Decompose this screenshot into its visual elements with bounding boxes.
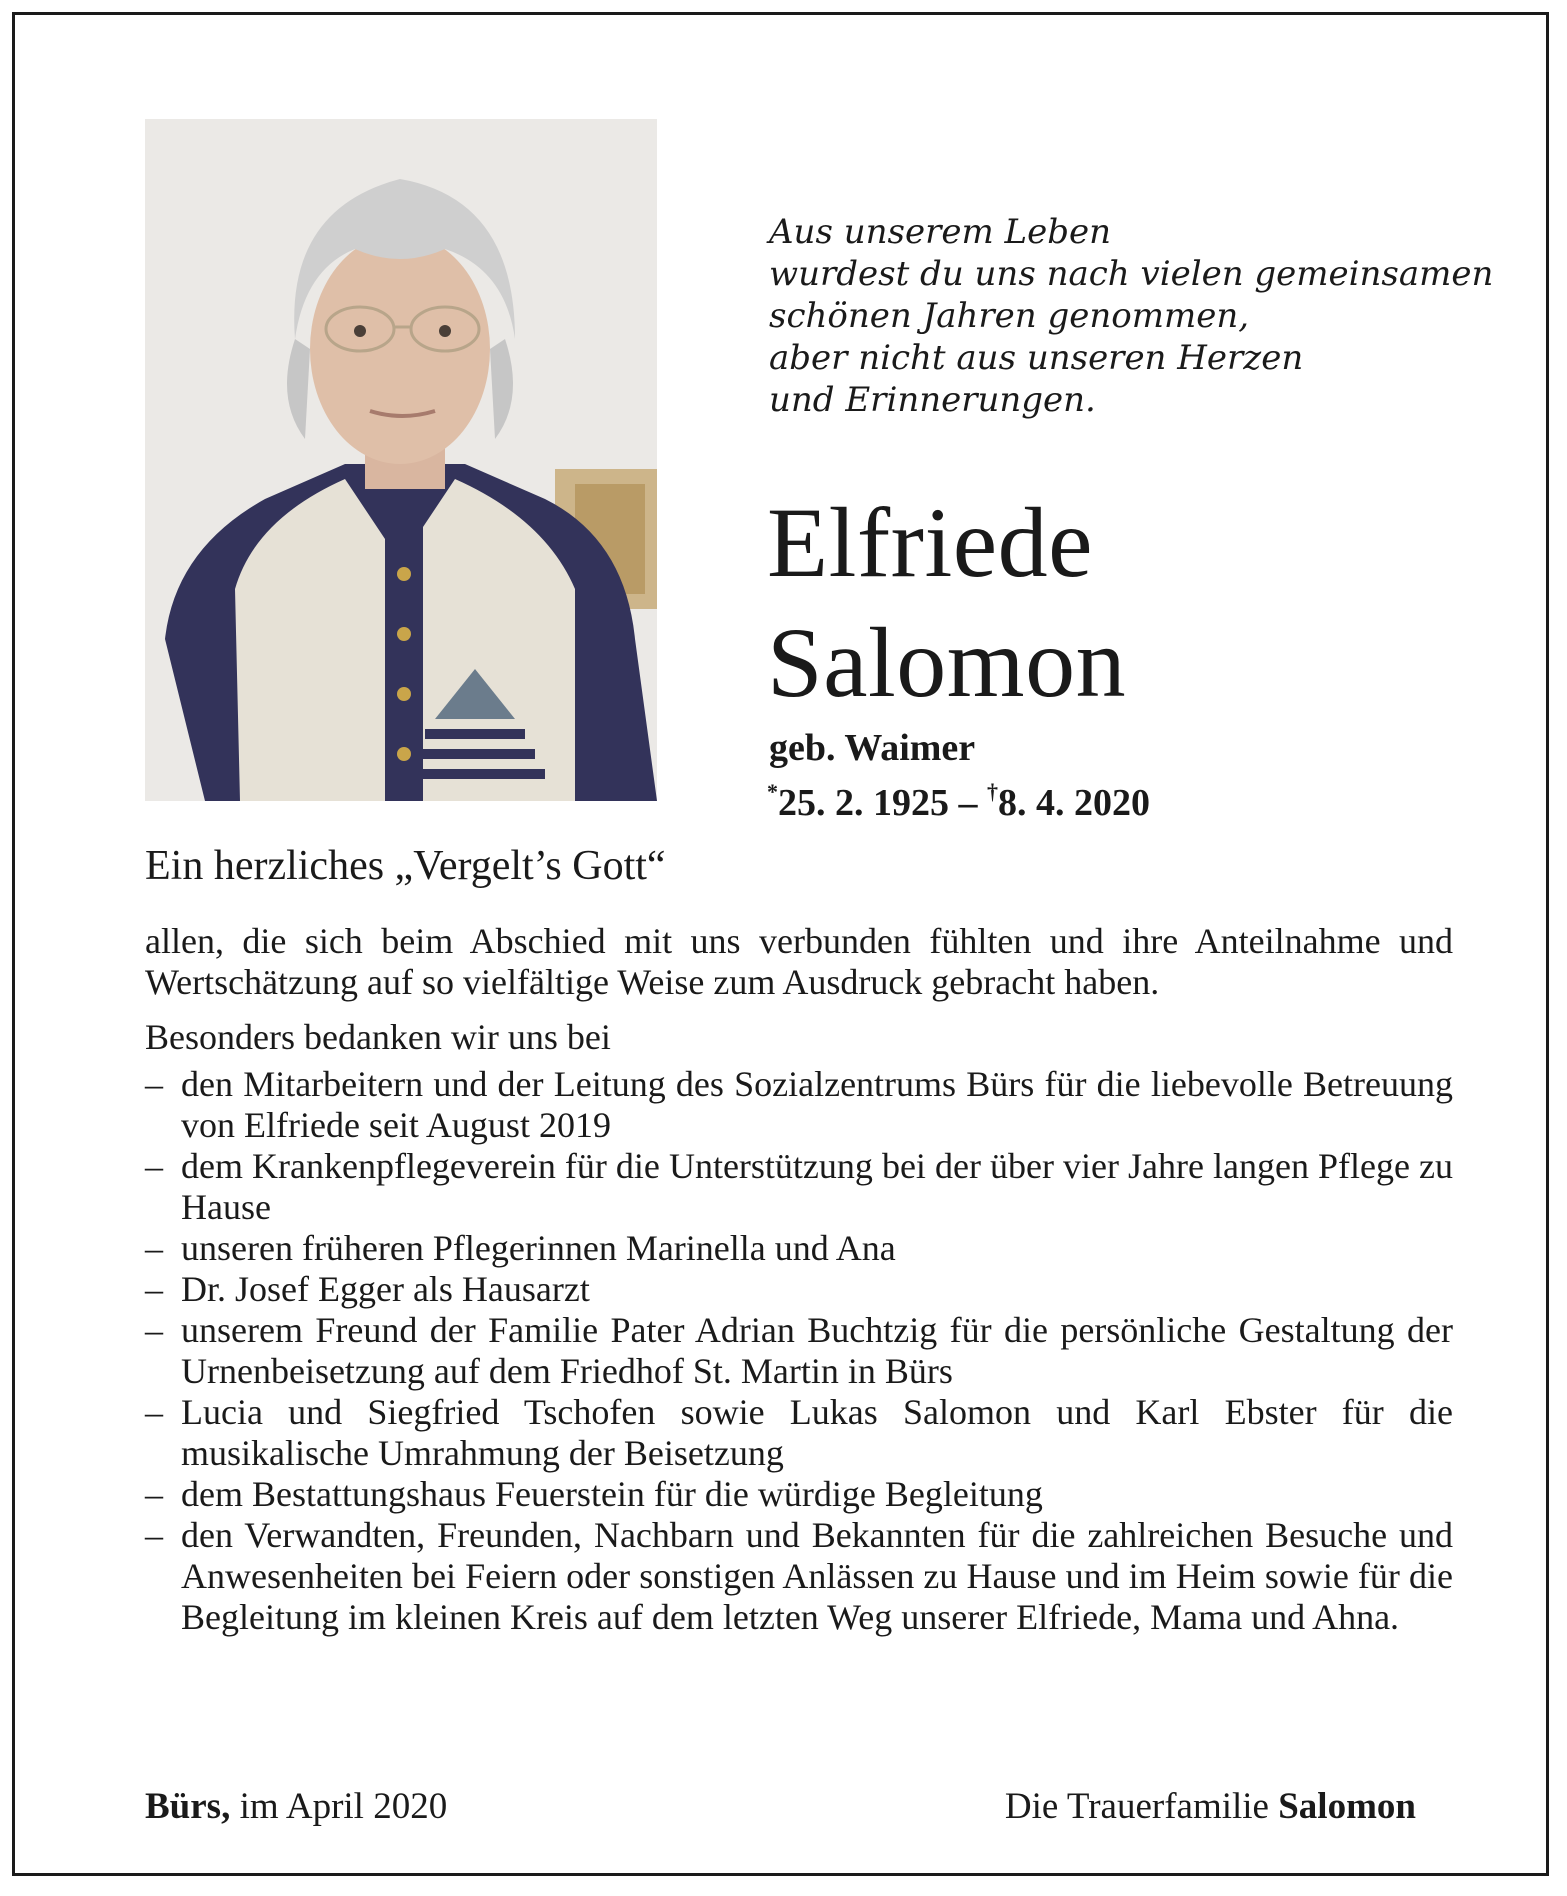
portrait-photo [145, 119, 657, 801]
deceased-name [767, 483, 1126, 723]
intro-paragraph: allen, die sich beim Abschied mit uns verbunden fühlten und ihre Anteilnahme und Wertschätzung auf so vielfältige Weise zum Ausdruck gebracht haben. [145, 921, 1453, 1002]
list-dash: – [145, 1474, 163, 1514]
list-item [145, 1146, 1453, 1228]
poem-line: aber nicht aus unseren Herzen [769, 338, 1304, 378]
obituary-frame [12, 12, 1549, 1876]
list-item-text: unserem Freund der Familie Pater Adrian Buchtzig für die persönliche Gestaltung der Urnenbeisetzung auf dem Friedhof St. Martin in Bürs [181, 1310, 1453, 1391]
list-dash: – [145, 1146, 163, 1186]
life-dates [767, 771, 1150, 824]
footer-place-date [145, 1785, 447, 1829]
poem-line: wurdest du uns nach vielen gemeinsamen [769, 254, 1494, 294]
list-item [145, 1310, 1453, 1392]
list-dash: – [145, 1392, 163, 1432]
first-name: Elfriede [767, 487, 1094, 598]
poem-line: schönen Jahren genommen, [769, 296, 1250, 336]
footer-family-prefix: Die Trauerfamilie [1004, 1786, 1279, 1827]
list-item-text: Lucia und Siegfried Tschofen sowie Lukas Salomon und Karl Ebster für die musikalische Umrahmung der Beisetzung [181, 1392, 1453, 1473]
list-item [145, 1064, 1453, 1146]
list-item-text: den Verwandten, Freunden, Nachbarn und Bekannten für die zahlreichen Besuche und Anwesenheiten bei Feiern oder sonstigen Anlässen zu Hause und im Heim sowie für die Begleitung im kleinen Kreis auf dem letzten Weg unserer Elfriede, Mama und Ahna. [181, 1515, 1453, 1637]
list-dash: – [145, 1064, 163, 1104]
list-item [145, 1474, 1453, 1515]
birth-star: * [767, 779, 778, 804]
list-item-text: dem Bestattungshaus Feuerstein für die würdige Begleitung [181, 1474, 1043, 1514]
footer-place: Bürs, [145, 1786, 231, 1827]
footer-date: im April 2020 [230, 1786, 448, 1827]
poem [769, 211, 1494, 421]
list-item [145, 1392, 1453, 1474]
list-item-text: Dr. Josef Egger als Hausarzt [181, 1269, 590, 1309]
list-item-text: den Mitarbeitern und der Leitung des Sozialzentrums Bürs für die liebevolle Betreuung von Elfriede seit August 2019 [181, 1064, 1453, 1145]
list-item-text: unseren früheren Pflegerinnen Marinella und Ana [181, 1228, 896, 1268]
footer-family [1005, 1785, 1416, 1829]
list-item-text: dem Krankenpflegeverein für die Unterstützung bei der über vier Jahre langen Pflege zu Hause [181, 1146, 1453, 1227]
thanks-list [145, 1064, 1453, 1638]
thanks-heading: Ein herzliches „Vergelt’s Gott“ [145, 843, 666, 889]
list-item [145, 1515, 1453, 1638]
poem-line: Aus unserem Leben [769, 212, 1111, 252]
death-date: 8. 4. 2020 [998, 782, 1150, 824]
date-separator: – [949, 782, 987, 824]
birth-date: 25. 2. 1925 [778, 782, 949, 824]
death-cross: † [987, 779, 998, 804]
body-text [145, 921, 1453, 1638]
lead-sentence: Besonders bedanken wir uns bei [145, 1017, 611, 1057]
last-name: Salomon [767, 607, 1127, 718]
list-dash: – [145, 1310, 163, 1350]
footer-family-name: Salomon [1278, 1786, 1416, 1827]
list-item [145, 1228, 1453, 1269]
list-dash: – [145, 1228, 163, 1268]
birth-name: geb. Waimer [769, 727, 976, 769]
list-item [145, 1269, 1453, 1310]
portrait-illustration [145, 119, 657, 801]
list-dash: – [145, 1269, 163, 1309]
list-dash: – [145, 1515, 163, 1555]
poem-line: und Erinnerungen. [769, 380, 1096, 420]
